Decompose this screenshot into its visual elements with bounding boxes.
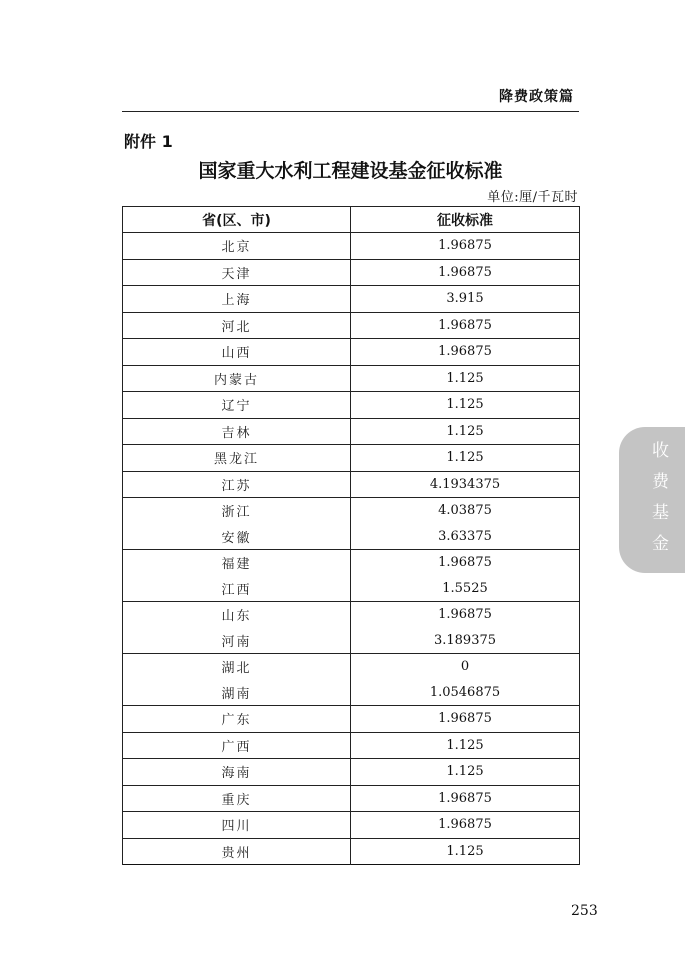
rate-cell: 1.5525 [351,576,580,602]
attachment-label: 附件 1 [124,132,173,151]
table-header-row [123,207,580,233]
table-row [123,654,580,680]
table-row [123,706,580,733]
province-cell: 辽宁 [123,392,351,419]
rate-cell: 1.96875 [351,785,580,812]
province-cell: 广西 [123,732,351,759]
header-divider [122,111,579,112]
levy-standard-table [122,206,580,865]
chapter-side-tab [619,427,685,573]
rate-cell: 4.03875 [351,498,580,524]
table-row [123,785,580,812]
table-row [123,233,580,260]
page-number: 253 [571,903,598,919]
table-row [123,498,580,524]
rate-cell: 1.96875 [351,312,580,339]
table-row [123,418,580,445]
table-row [123,576,580,602]
rate-cell: 1.96875 [351,233,580,260]
table-row [123,838,580,865]
province-cell: 湖北 [123,654,351,680]
table-row [123,445,580,472]
province-cell: 江西 [123,576,351,602]
rate-cell: 1.96875 [351,602,580,628]
rate-cell: 1.96875 [351,339,580,366]
province-cell: 山东 [123,602,351,628]
province-cell: 吉林 [123,418,351,445]
table-row [123,392,580,419]
province-cell: 广东 [123,706,351,733]
province-cell: 福建 [123,550,351,576]
rate-cell: 4.1934375 [351,471,580,498]
column-header-rate: 征收标准 [351,207,580,233]
column-header-province: 省(区、市) [123,207,351,233]
province-cell: 内蒙古 [123,365,351,392]
province-cell: 海南 [123,759,351,786]
table-row [123,524,580,550]
rate-cell: 1.96875 [351,259,580,286]
rate-cell: 1.0546875 [351,680,580,706]
running-header: 降费政策篇 [499,89,574,105]
rate-cell: 3.189375 [351,628,580,654]
table-row [123,732,580,759]
province-cell: 天津 [123,259,351,286]
table-row [123,550,580,576]
rate-cell: 1.125 [351,392,580,419]
rate-cell: 1.125 [351,838,580,865]
rate-cell: 3.63375 [351,524,580,550]
document-title: 国家重大水利工程建设基金征收标准 [198,160,503,182]
province-cell: 黑龙江 [123,445,351,472]
province-cell: 山西 [123,339,351,366]
table-row [123,471,580,498]
table-row [123,812,580,839]
rate-cell: 1.125 [351,365,580,392]
province-cell: 重庆 [123,785,351,812]
rate-cell: 0 [351,654,580,680]
province-cell: 浙江 [123,498,351,524]
table-row [123,312,580,339]
rate-cell: 1.96875 [351,550,580,576]
rate-cell: 1.125 [351,418,580,445]
table-row [123,628,580,654]
rate-cell: 1.125 [351,445,580,472]
table-row [123,286,580,313]
province-cell: 贵州 [123,838,351,865]
rate-cell: 1.125 [351,759,580,786]
province-cell: 河北 [123,312,351,339]
rate-cell: 1.96875 [351,706,580,733]
province-cell: 江苏 [123,471,351,498]
rate-cell: 3.915 [351,286,580,313]
province-cell: 上海 [123,286,351,313]
province-cell: 湖南 [123,680,351,706]
table-row [123,339,580,366]
table-row [123,365,580,392]
table-row [123,259,580,286]
chapter-tab-label: 收费基金 [648,441,668,565]
province-cell: 安徽 [123,524,351,550]
rate-cell: 1.96875 [351,812,580,839]
rate-cell: 1.125 [351,732,580,759]
province-cell: 河南 [123,628,351,654]
province-cell: 四川 [123,812,351,839]
table-row [123,759,580,786]
table-row [123,680,580,706]
table-row [123,602,580,628]
unit-note: 单位:厘/千瓦时 [487,190,578,205]
province-cell: 北京 [123,233,351,260]
